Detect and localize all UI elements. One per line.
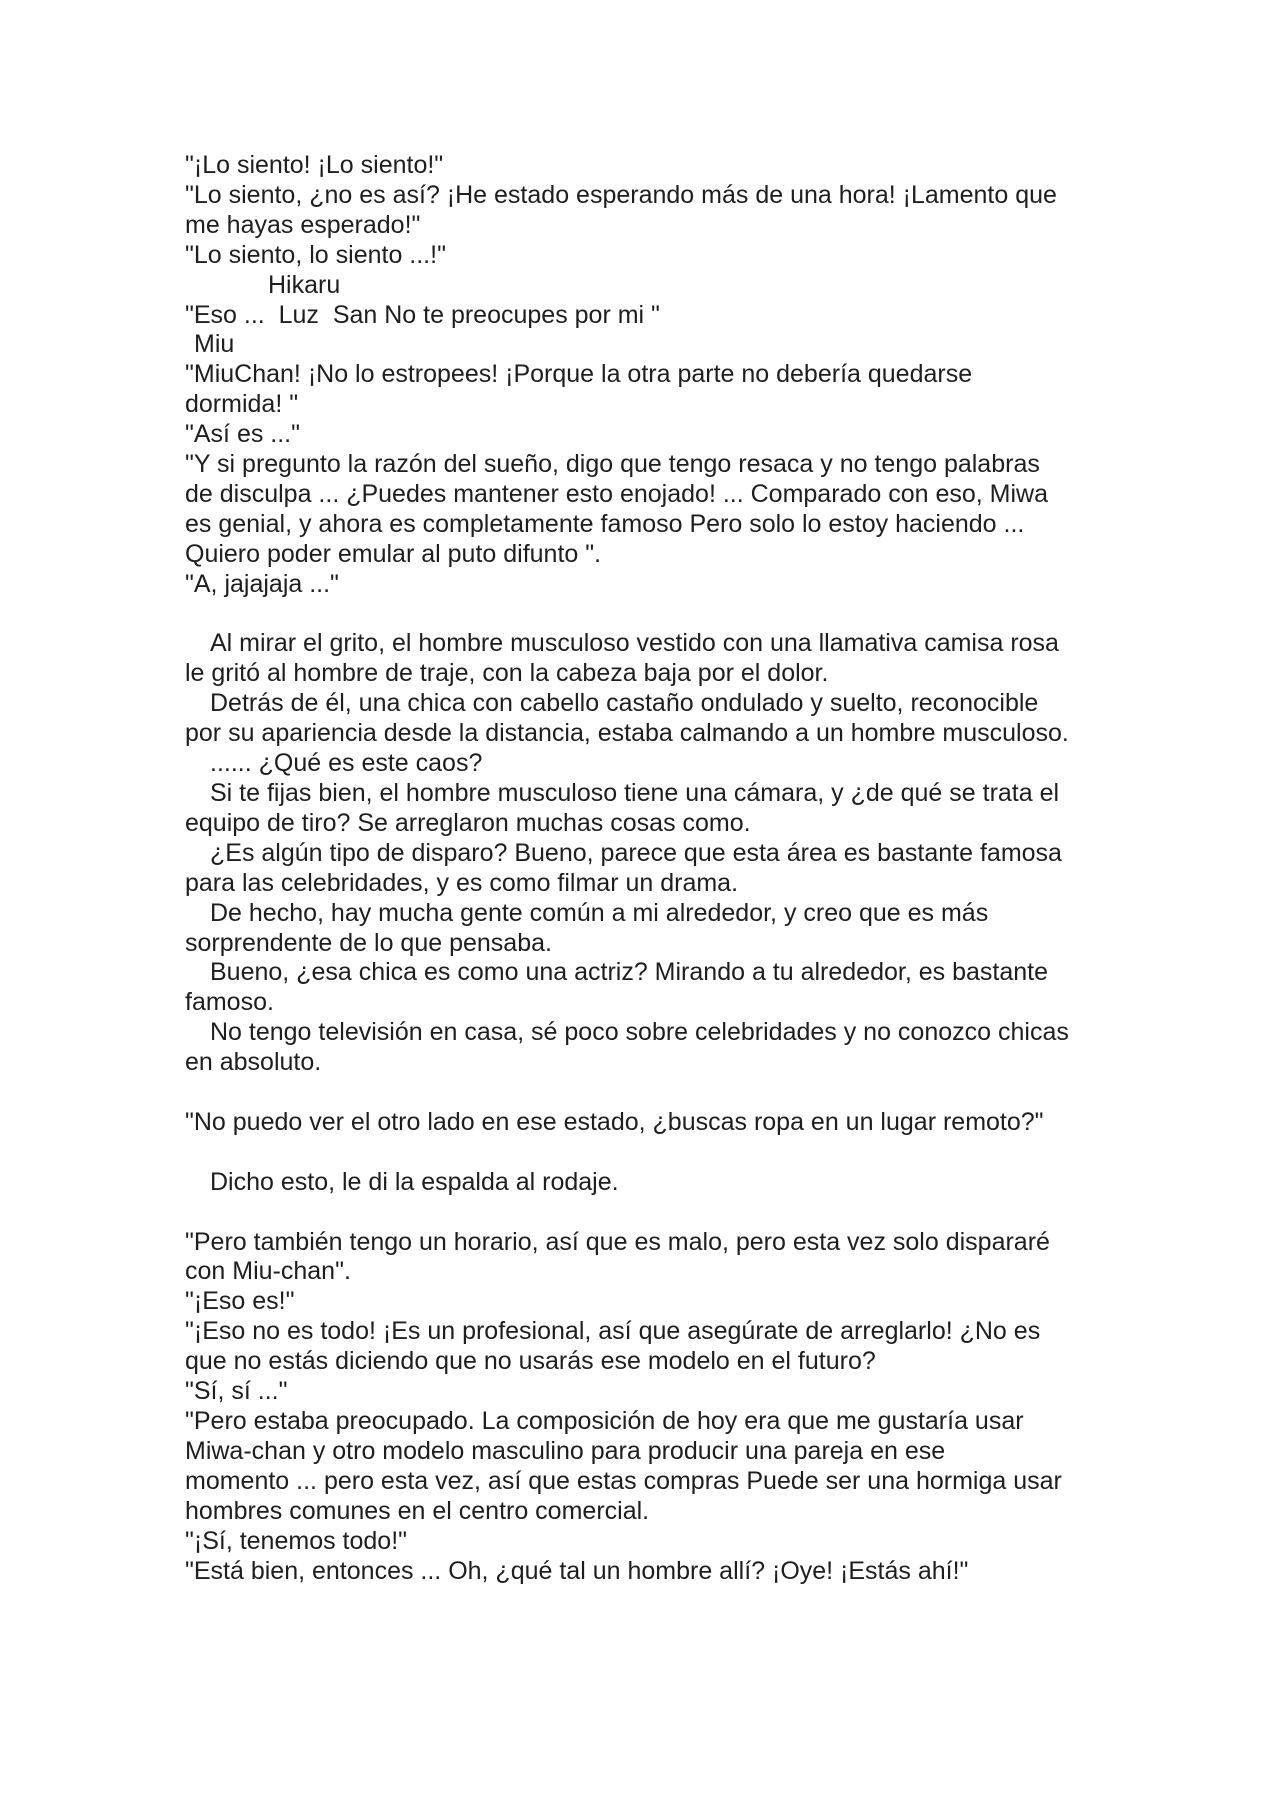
- text-line: "Pero estaba preocupado. La composición de hoy era que me gustaría usar: [185, 1407, 1024, 1435]
- text-line: por su apariencia desde la distancia, estaba calmando a un hombre musculoso.: [185, 719, 1069, 748]
- text-line: "¡Lo siento! ¡Lo siento!": [185, 151, 444, 179]
- text-line: Bueno, ¿esa chica es como una actriz? Mirando a tu alrededor, es bastante: [210, 958, 1048, 987]
- text-line: Detrás de él, una chica con cabello castaño ondulado y suelto, reconocible: [210, 689, 1039, 718]
- text-line: Dicho esto, le di la espalda al rodaje.: [210, 1167, 619, 1196]
- text-line: Si te fijas bien, el hombre musculoso tiene una cámara, y ¿de qué se trata el: [210, 779, 1060, 808]
- text-line: "No puedo ver el otro lado en ese estado, ¿buscas ropa en un lugar remoto?": [185, 1107, 1044, 1136]
- document-body: [185, 151, 1120, 1586]
- text-line: "¡Eso no es todo! ¡Es un profesional, así que asegúrate de arreglarlo! ¿No es: [185, 1317, 1041, 1346]
- text-line: "A, jajajaja ...": [185, 569, 339, 598]
- text-line: ...... ¿Qué es este caos?: [210, 749, 483, 778]
- text-line: dormida! ": [185, 390, 299, 419]
- text-line: ¿Es algún tipo de disparo? Bueno, parece que esta área es bastante famosa: [210, 838, 1062, 867]
- text-line: equipo de tiro? Se arreglaron muchas cosas como.: [185, 808, 751, 837]
- text-line: No tengo televisión en casa, sé poco sobre celebridades y no conozco chicas: [210, 1018, 1069, 1047]
- speaker-label: Miu: [194, 330, 235, 359]
- text-line: Quiero poder emular al puto difunto ".: [185, 539, 602, 568]
- text-line: con Miu-chan".: [185, 1257, 351, 1286]
- speaker-label: Hikaru: [268, 270, 341, 299]
- text-line: sorprendente de lo que pensaba.: [185, 928, 552, 957]
- text-line: "Así es ...": [185, 420, 301, 449]
- text-line: Al mirar el grito, el hombre musculoso vestido con una llamativa camisa rosa: [210, 629, 1059, 658]
- text-line: me hayas esperado!": [185, 210, 421, 239]
- text-line: "Lo siento, lo siento ...!": [185, 240, 446, 269]
- blank-line: [185, 1138, 1120, 1168]
- text-line: Miwa-chan y otro modelo masculino para producir una pareja en ese: [185, 1436, 946, 1465]
- text-line: "¡Sí, tenemos todo!": [185, 1526, 408, 1555]
- text-line: "¡Eso es!": [185, 1287, 295, 1316]
- text-line: De hecho, hay mucha gente común a mi alrededor, y creo que es más: [210, 898, 989, 927]
- text-line: "Sí, sí ...": [185, 1377, 288, 1406]
- text-line: "MiuChan! ¡No lo estropees! ¡Porque la otra parte no debería quedarse: [185, 360, 973, 389]
- text-line: es genial, y ahora es completamente famoso Pero solo lo estoy haciendo ...: [185, 509, 1025, 538]
- text-line: "Está bien, entonces ... Oh, ¿qué tal un hombre allí? ¡Oye! ¡Estás ahí!": [185, 1556, 969, 1585]
- text-line: famoso.: [185, 988, 274, 1017]
- text-line: "Pero también tengo un horario, así que es malo, pero esta vez solo dispararé: [185, 1227, 1050, 1256]
- text-line: "Lo siento, ¿no es así? ¡He estado esperando más de una hora! ¡Lamento que: [185, 180, 1057, 209]
- text-line: de disculpa ... ¿Puedes mantener esto enojado! ... Comparado con eso, Miwa: [185, 479, 1048, 508]
- text-line: "Eso ... Luz San No te preocupes por mi ": [185, 300, 660, 329]
- text-line: que no estás diciendo que no usarás ese modelo en el futuro?: [185, 1347, 876, 1376]
- text-line: hombres comunes en el centro comercial.: [185, 1496, 650, 1525]
- text-line: momento ... pero esta vez, así que estas compras Puede ser una hormiga usar: [185, 1466, 1062, 1495]
- blank-line: [185, 1198, 1120, 1228]
- text-line: "Y si pregunto la razón del sueño, digo que tengo resaca y no tengo palabras: [185, 450, 1040, 479]
- text-line: le gritó al hombre de traje, con la cabeza baja por el dolor.: [185, 659, 829, 688]
- text-line: en absoluto.: [185, 1048, 322, 1077]
- blank-line: [185, 600, 1120, 630]
- blank-line: [185, 1078, 1120, 1108]
- text-line: para las celebridades, y es como filmar un drama.: [185, 868, 739, 897]
